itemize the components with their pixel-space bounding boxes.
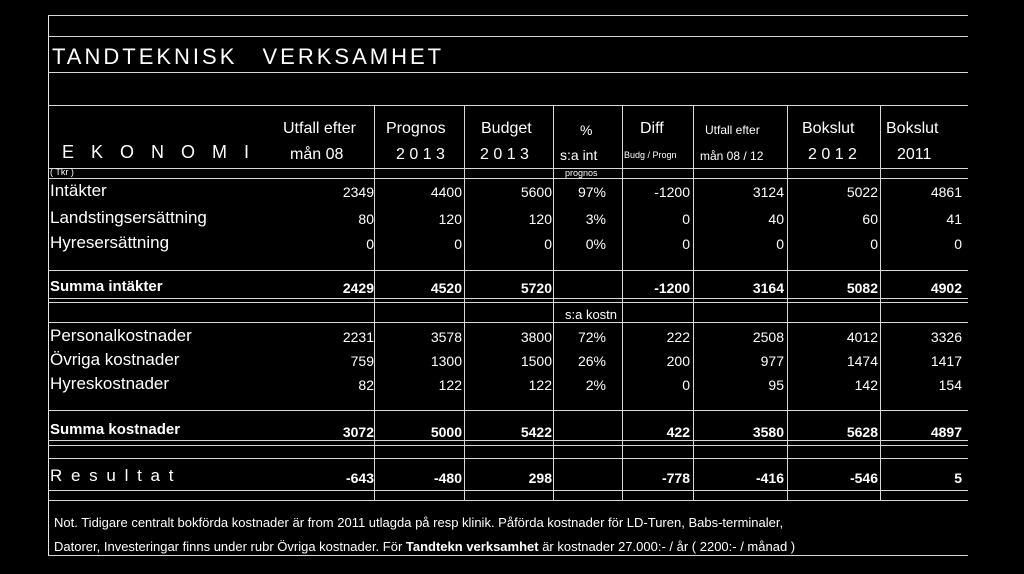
grid-line <box>787 105 788 500</box>
table-cell: 120 <box>438 211 462 227</box>
table-cell: 3% <box>585 211 606 227</box>
table-cell: 200 <box>666 353 690 369</box>
col-header-bokslut-2011: Bokslut <box>886 120 939 137</box>
table-cell: 3164 <box>752 280 784 296</box>
row-label-intakter: Intäkter <box>50 181 107 200</box>
grid-line <box>622 105 623 500</box>
table-cell: 0 <box>776 236 784 252</box>
table-frame <box>48 15 969 555</box>
table-cell: 2508 <box>752 329 784 345</box>
col-header-bokslut-2011-sub: 2011 <box>897 146 932 163</box>
footnote-line-1: Not. Tidigare centralt bokförda kostnader är from 2011 utlagda på resp klinik. Påförda kostnader för LD-Turen, Babs-terminaler, <box>54 515 784 530</box>
row-label-resultat: R e s u l t a t <box>50 466 176 485</box>
table-cell: 0% <box>585 236 606 252</box>
row-label-landstingsersattning: Landstingsersättning <box>50 208 207 227</box>
table-cell: 5022 <box>846 184 878 200</box>
table-cell: 2429 <box>342 280 374 296</box>
col-header-utfall-sub: mån 08 <box>290 146 344 163</box>
row-label-personalkostnader: Personalkostnader <box>50 326 192 345</box>
col-header-budget: Budget <box>481 120 532 137</box>
grid-line <box>48 178 968 179</box>
table-cell: 40 <box>768 211 784 227</box>
col-header-budget-sub: 2 0 1 3 <box>480 146 529 163</box>
col-header-diff: Diff <box>640 120 664 137</box>
table-cell: 5000 <box>430 424 462 440</box>
grid-line <box>48 15 968 16</box>
col-header-bokslut-2012-sub: 2 0 1 2 <box>808 146 857 163</box>
table-cell: 759 <box>350 353 374 369</box>
table-cell: 4861 <box>930 184 962 200</box>
table-cell: 977 <box>760 353 784 369</box>
col-header-prognos: Prognos <box>386 120 446 137</box>
grid-line <box>48 105 968 106</box>
table-cell: 1417 <box>930 353 962 369</box>
table-cell: 1474 <box>846 353 878 369</box>
grid-line <box>48 302 968 303</box>
grid-line <box>374 105 375 500</box>
grid-line <box>48 270 968 271</box>
table-cell: 0 <box>544 236 552 252</box>
grid-line <box>48 440 968 441</box>
table-cell: 5082 <box>846 280 878 296</box>
grid-line <box>48 555 968 556</box>
col-header-utfall: Utfall efter <box>283 120 356 137</box>
col-header-bokslut-2012: Bokslut <box>802 120 855 137</box>
table-cell: 0 <box>870 236 878 252</box>
table-cell: 0 <box>682 377 690 393</box>
col-header-utfall-year: Utfall efter <box>705 123 760 137</box>
row-label-summa-intakter: Summa intäkter <box>50 278 163 295</box>
table-cell: 0 <box>366 236 374 252</box>
page-title: TANDTEKNISK VERKSAMHET <box>52 44 445 69</box>
table-cell: 1500 <box>520 353 552 369</box>
table-cell: 122 <box>438 377 462 393</box>
grid-line <box>693 105 694 500</box>
table-cell: 5422 <box>520 424 552 440</box>
table-cell: 3124 <box>752 184 784 200</box>
table-cell: 2231 <box>342 329 374 345</box>
table-cell: 3580 <box>752 424 784 440</box>
grid-line <box>48 445 968 446</box>
col-header-prognos-sub: 2 0 1 3 <box>396 146 445 163</box>
table-cell: 3800 <box>520 329 552 345</box>
table-cell: 120 <box>528 211 552 227</box>
grid-line <box>48 410 968 411</box>
table-cell: 4520 <box>430 280 462 296</box>
col-header-diff-sub: Budg / Progn <box>624 150 677 160</box>
row-label-hyresersattning: Hyresersättning <box>50 233 170 252</box>
col-header-percent-sub: s:a int <box>560 147 598 163</box>
footnote-text: Datorer, Investeringar finns under rubr Övriga kostnader. För <box>54 539 406 554</box>
table-cell: 60 <box>862 211 878 227</box>
col-header-utfall-year-sub: mån 08 / 12 <box>700 149 764 163</box>
table-cell: 122 <box>528 377 552 393</box>
table-cell: 222 <box>666 329 690 345</box>
table-cell: 4400 <box>430 184 462 200</box>
table-cell: 422 <box>666 424 690 440</box>
table-cell: 3578 <box>430 329 462 345</box>
table-cell: 72% <box>577 329 606 345</box>
table-cell: 0 <box>454 236 462 252</box>
grid-line <box>48 298 968 299</box>
table-cell: 0 <box>682 236 690 252</box>
table-cell: -546 <box>849 470 878 486</box>
grid-line <box>464 105 465 500</box>
table-cell: 41 <box>946 211 962 227</box>
footnote-emphasis: Tandtekn verksamhet <box>405 539 539 554</box>
table-cell: -1200 <box>654 280 690 296</box>
table-cell: 1300 <box>430 353 462 369</box>
col-header-percent-note: prognos <box>565 168 598 178</box>
footnote-text: är kostnader 27.000:- / år ( 2200:- / månad ) <box>538 539 796 554</box>
table-cell: 2349 <box>342 184 374 200</box>
table-cell: 2% <box>585 377 606 393</box>
cost-share-header: s:a kostn <box>565 307 618 322</box>
table-cell: -416 <box>755 470 784 486</box>
table-cell: -1200 <box>654 184 690 200</box>
table-cell: 5600 <box>520 184 552 200</box>
table-cell: 0 <box>954 236 962 252</box>
table-cell: 4897 <box>930 424 962 440</box>
unit-label: ( Tkr ) <box>50 167 74 177</box>
table-cell: 298 <box>528 470 552 486</box>
table-cell: 5 <box>954 470 962 486</box>
grid-line <box>48 490 968 491</box>
table-cell: 95 <box>768 377 784 393</box>
grid-line <box>48 322 968 323</box>
table-cell: 4012 <box>846 329 878 345</box>
grid-line <box>880 105 881 500</box>
ekonomi-heading: E K O N O M I <box>62 142 256 162</box>
grid-line <box>48 36 968 37</box>
table-cell: 5628 <box>846 424 878 440</box>
row-label-summa-kostnader: Summa kostnader <box>50 421 181 438</box>
table-cell: 82 <box>358 377 374 393</box>
table-cell: 4902 <box>930 280 962 296</box>
table-cell: 5720 <box>520 280 552 296</box>
table-cell: 142 <box>854 377 878 393</box>
table-cell: 154 <box>938 377 962 393</box>
grid-line <box>48 72 968 73</box>
grid-line <box>48 500 968 501</box>
table-cell: 26% <box>577 353 606 369</box>
row-label-ovriga-kostnader: Övriga kostnader <box>50 350 180 369</box>
table-cell: -643 <box>345 470 374 486</box>
grid-line <box>48 458 968 459</box>
table-cell: -480 <box>433 470 462 486</box>
grid-line <box>48 168 968 169</box>
table-cell: 3326 <box>930 329 962 345</box>
table-cell: -778 <box>661 470 690 486</box>
table-cell: 3072 <box>342 424 374 440</box>
table-cell: 80 <box>358 211 374 227</box>
col-header-percent: % <box>580 122 593 138</box>
table-cell: 0 <box>682 211 690 227</box>
row-label-hyreskostnader: Hyreskostnader <box>50 374 170 393</box>
footnote-line-2 <box>54 539 795 554</box>
grid-line <box>553 105 554 500</box>
table-cell: 97% <box>577 184 606 200</box>
